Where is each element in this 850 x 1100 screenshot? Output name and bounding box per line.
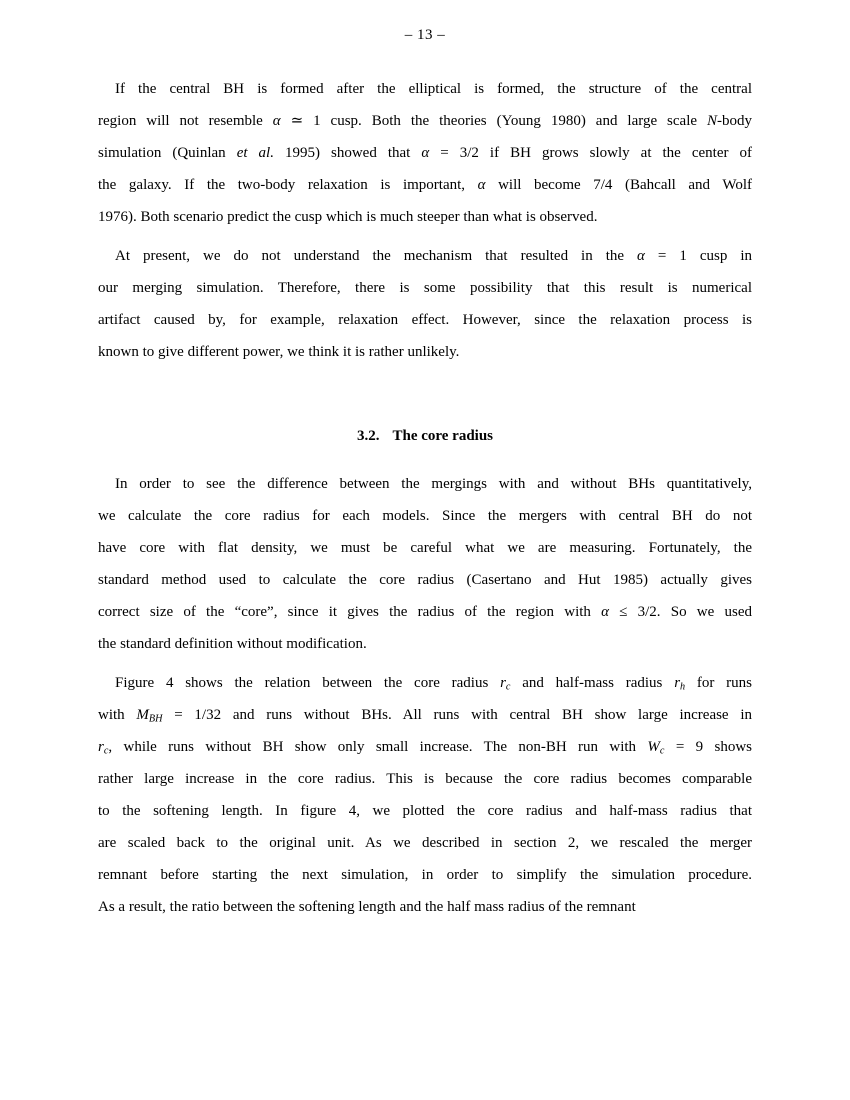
text-line: standard method used to calculate the core radius (Casertano and Hut 1985) actually gives <box>98 572 752 588</box>
text-line: our merging simulation. Therefore, there is some possibility that this result is numerical <box>98 280 752 296</box>
text-line: $r_c$, while runs without BH show only small increase. The non-BH run with $W_c = 9$ shows <box>98 739 752 757</box>
paragraph <box>98 667 752 923</box>
text-line: are scaled back to the original unit. As we described in section 2, we rescaled the merger <box>98 835 752 851</box>
text-line: the standard definition without modification. <box>98 636 367 652</box>
text-line: known to give different power, we think it is rather unlikely. <box>98 344 460 360</box>
text-line: correct size of the “core”, since it gives the radius of the region with α ≤ 3/2. So we used <box>98 604 752 620</box>
text-line: artifact caused by, for example, relaxation effect. However, since the relaxation process is <box>98 312 752 328</box>
paragraph <box>98 240 752 368</box>
section-number: 3.2. <box>356 428 380 444</box>
text-line: 1976). Both scenario predict the cusp which is much steeper than what is observed. <box>98 209 598 225</box>
text-line: rather large increase in the core radius. This is because the core radius becomes comparable <box>98 771 752 787</box>
page-number: – 13 – <box>404 27 446 43</box>
text-line: As a result, the ratio between the softening length and the half mass radius of the remnant <box>98 899 636 915</box>
text-line: remnant before starting the next simulation, in order to simplify the simulation procedure. <box>98 867 752 883</box>
section-heading <box>98 420 752 452</box>
paragraph <box>98 468 752 660</box>
text-line: with $M_{BH} = 1/32$ and runs without BHs. All runs with central BH show large increase in <box>98 707 752 725</box>
text-line: region will not resemble α ≃ 1 cusp. Both the theories (Young 1980) and large scale N-body <box>98 113 752 129</box>
text-line: we calculate the core radius for each models. Since the mergers with central BH do not <box>98 508 752 524</box>
paragraph <box>98 73 752 233</box>
text-line: If the central BH is formed after the elliptical is formed, the structure of the central <box>115 81 752 97</box>
text-line: In order to see the difference between the mergings with and without BHs quantitatively, <box>115 476 752 492</box>
text-line: Figure 4 shows the relation between the core radius $r_c$ and half-mass radius $r_h$ for runs <box>115 675 752 693</box>
text-line: At present, we do not understand the mechanism that resulted in the α = 1 cusp in <box>115 248 752 264</box>
text-line: to the softening length. In figure 4, we plotted the core radius and half-mass radius that <box>98 803 752 819</box>
text-line: the galaxy. If the two-body relaxation is important, α will become 7/4 (Bahcall and Wolf <box>98 177 752 193</box>
text-line: simulation (Quinlan et al. 1995) showed that α = 3/2 if BH grows slowly at the center of <box>98 145 752 161</box>
section-title: The core radius <box>392 428 494 444</box>
text-line: have core with flat density, we must be careful what we are measuring. Fortunately, the <box>98 540 752 556</box>
